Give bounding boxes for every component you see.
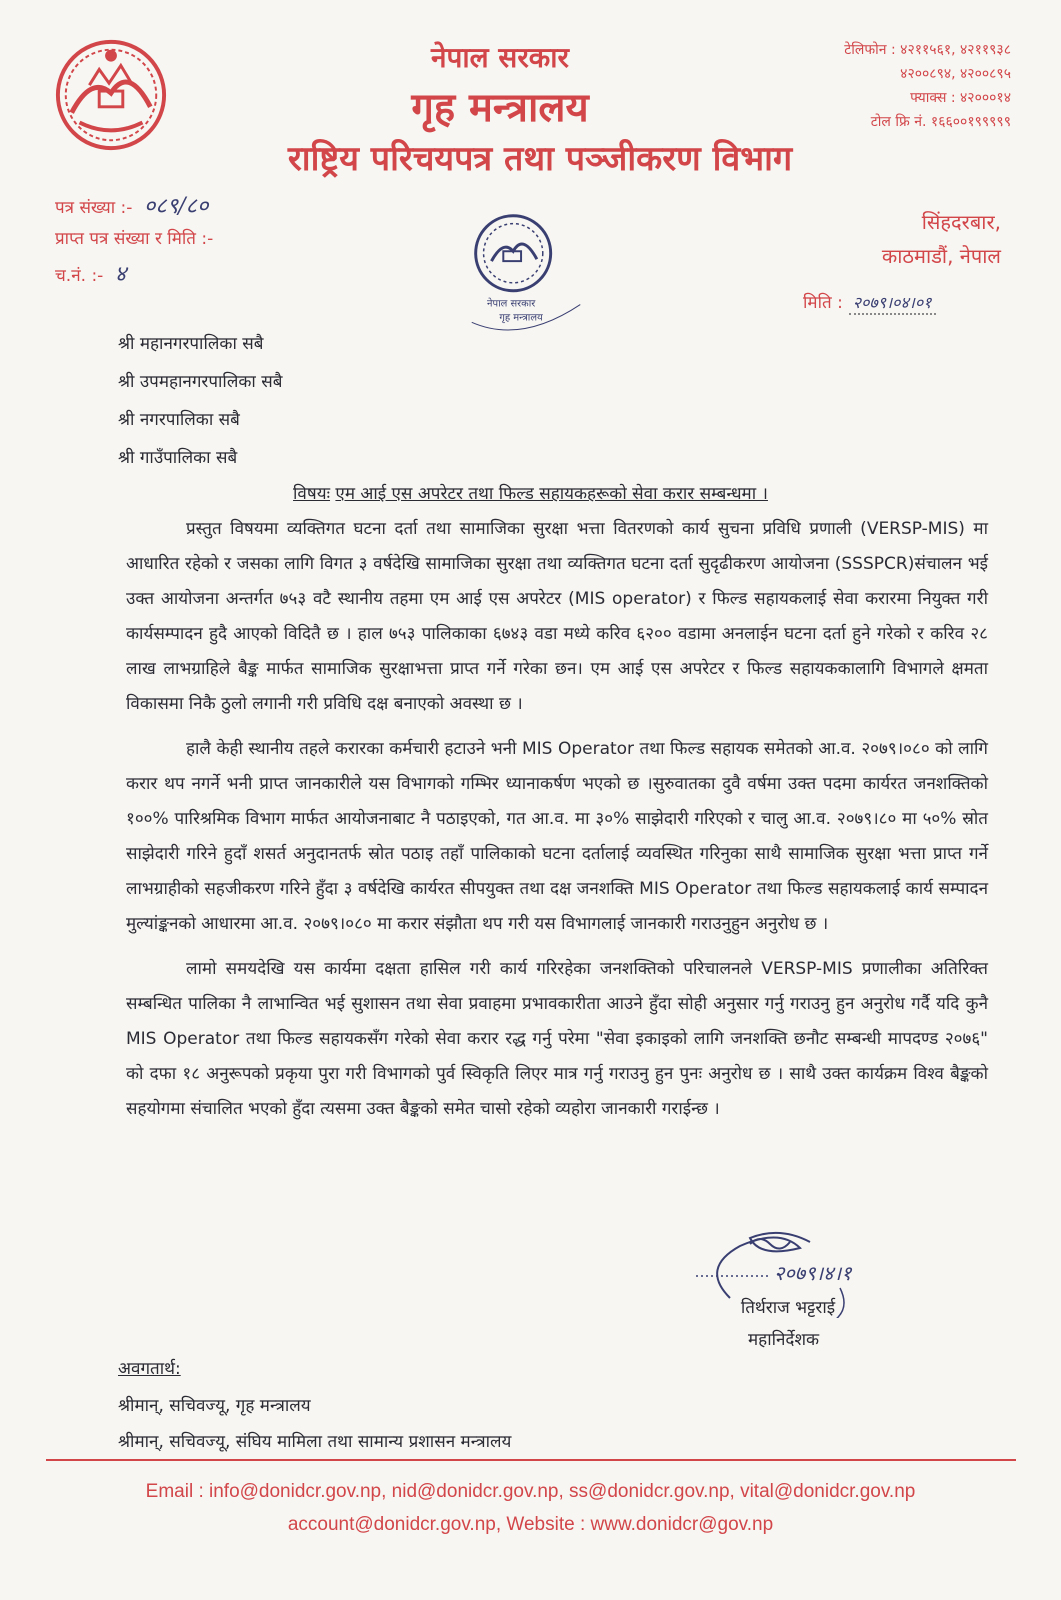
contact-block	[791, 38, 1011, 134]
recipient-item: श्री गाउँपालिका सबै	[118, 448, 238, 468]
seal-text-2: गृह मन्त्रालय	[499, 312, 543, 324]
header-ministry: गृह मन्त्रालय	[411, 85, 589, 131]
contact-phone-1: टेलिफोन : ४२११५६१, ४२११९३८	[844, 42, 1011, 58]
dispatch-number-label: च.नं. :-	[55, 266, 104, 286]
date-value: २०७९।०४।०१	[849, 291, 936, 315]
header-government: नेपाल सरकार	[430, 41, 570, 74]
signer-name: तिर्थराज भट्टराई	[740, 1298, 836, 1318]
body-paragraph-2: हालै केही स्थानीय तहले करारका कर्मचारी हटाउने भनी MIS Operator तथा फिल्ड सहायक समेतको आ.व. २०७९।०८० को लागि करार थप नगर्ने भनी प्राप्त जानकारीले यस विभागको गम्भिर ध्यानाकर्षण भएको छ ।सुरुवातका दुवै वर्षमा उक्त पदमा कार्यरत जनशक्तिको १००% पारिश्रमिक विभाग मार्फत आयोजनाबाट नै पठाइएको, गत आ.व. मा ३०% साझेदारी गरिएको र चालु आ.व. २०७९।८० मा ५०% स्रोत साझेदारी गरिने हुदाँ शसर्त अनुदानतर्फ स्रोत पठाइ तहाँ पालिकाको घटना दर्तालाई व्यवस्थित गरिनुका साथै सामाजिक सुरक्षा भत्ता प्राप्त गर्ने लाभग्राहीको सहजीकरण गरिने हुँदा ३ वर्षदेखि कार्यरत सीपयुक्त तथा दक्ष जनशक्ति MIS Operator तथा फिल्ड सहायकलाई कार्य सम्पादन मुल्यांङ्कनको आधारमा आ.व. २०७९।०८० मा करार संझौता थप गरी यस विभागलाई जानकारी गराउनुहुन अनुरोध छ ।	[126, 739, 988, 934]
cc-item: श्रीमान्, सचिवज्यू, संघिय मामिला तथा सामान्य प्रशासन मन्त्रालय	[118, 1432, 512, 1452]
letter-date	[803, 290, 936, 315]
contact-fax: फ्याक्स : ४२०००१४	[910, 90, 1011, 106]
office-address	[882, 205, 1001, 273]
nepal-emblem-logo	[52, 36, 170, 154]
letter-number-label: पत्र संख्या :-	[55, 198, 133, 218]
recipient-item: श्री नगरपालिका सबै	[118, 410, 240, 430]
seal-text-1: नेपाल सरकार	[487, 298, 536, 310]
cc-item: श्रीमान्, सचिवज्यू, गृह मन्त्रालय	[118, 1396, 311, 1416]
body-paragraph-3: लामो समयदेखि यस कार्यमा दक्षता हासिल गरी कार्य गरिरहेका जनशक्तिको परिचालनले VERSP-MIS प्रणालीका अतिरिक्त सम्बन्धित पालिका नै लाभान्वित भई सुशासन तथा सेवा प्रवाहमा प्रभावकारीता आउने हुँदा सोही अनुसार गर्नु गराउनु हुन अनुरोध गर्दै यदि कुनै MIS Operator तथा फिल्ड सहायकसँग गरेको सेवा करार रद्ध गर्नु परेमा "सेवा इकाइको लागि जनशक्ति छनौट सम्बन्धी मापदण्ड २०७६" को दफा १८ अनुरूपको प्रकृया पुरा गरी विभागको पुर्व स्विकृति लिएर मात्र गर्नु गराउनु हुन पुनः अनुरोध छ । साथै उक्त कार्यक्रम विश्व बैङ्कको सहयोगमा संचालित भएको हुँदा त्यसमा उक्त बैङ्कको समेत चासो रहेको व्यहोरा जानकारी गराईन्छ ।	[126, 959, 988, 1119]
contact-toll-free: टोल फ्रि नं. १६६००१९९९९९	[870, 114, 1011, 130]
subject-text: एम आई एस अपरेटर तथा फिल्ड सहायकहरूको सेवा करार सम्बन्धमा ।	[335, 484, 768, 504]
letter-number-value: ०८९/८०	[143, 194, 209, 219]
signer-title: महानिर्देशक	[748, 1330, 820, 1350]
office-seal-stamp	[452, 196, 600, 344]
received-letter-ref: प्राप्त पत्र संख्या र मिति :-	[55, 229, 214, 249]
address-line-2: काठमाडौं, नेपाल	[881, 244, 1001, 268]
dispatch-number-value: ४	[114, 262, 127, 287]
signature-date-scrawl: २०७९।४।१	[774, 1261, 852, 1285]
recipients-list	[118, 325, 282, 477]
subject-label: विषयः	[293, 484, 331, 504]
footer-divider	[46, 1459, 1016, 1461]
recipient-item: श्री उपमहानगरपालिका सबै	[118, 372, 283, 392]
address-line-1: सिंहदरबार,	[921, 210, 1001, 234]
body-paragraph-1: प्रस्तुत विषयमा व्यक्तिगत घटना दर्ता तथा सामाजिका सुरक्षा भत्ता वितरणको कार्य सुचना प्रविधि प्रणाली (VERSP-MIS) मा आधारित रहेको र जसका लागि विगत ३ वर्षदेखि सामाजिका सुरक्षा तथा व्यक्तिगत घटना दर्ता सुदृढीकरण आयोजना (SSSPCR)संचालन भई उक्त आयोजना अन्तर्गत ७५३ वटै स्थानीय तहमा एम आई एस अपरेटर (MIS operator) र फिल्ड सहायकलाई सेवा करारमा नियुक्त गरी कार्यसम्पादन हुदै आएको विदितै छ । हाल ७५३ पालिकाका ६७४३ वडा मध्ये करिव ६२०० वडामा अनलाईन घटना दर्ता हुने गरेको र करिव २८ लाख लाभग्राहिले बैङ्क मार्फत सामाजिक सुरक्षाभत्ता प्राप्त गर्ने गरेका छन। एम आई एस अपरेटर र फिल्ड सहायककालागि विभागले क्षमता विकासमा निकै ठुलो लगानी गरी प्रविधि दक्ष बनाएको अवस्था छ ।	[126, 519, 988, 714]
header-department: राष्ट्रिय परिचयपत्र तथा पञ्जीकरण विभाग	[287, 139, 793, 179]
letter-number	[55, 190, 208, 220]
footer-website: account@donidcr.gov.np, Website : www.donidcr@gov.np	[287, 1514, 774, 1535]
subject-line	[0, 481, 1061, 504]
cc-label: अवगतार्थ:	[118, 1359, 181, 1379]
footer-emails: Email : info@donidcr.gov.np, nid@donidcr.gov.np, ss@donidcr.gov.np, vital@donidcr.gov.np	[145, 1481, 916, 1502]
dispatch-number	[55, 258, 126, 288]
recipient-item: श्री महानगरपालिका सबै	[118, 334, 264, 354]
contact-phone-2: ४२००८९४, ४२००८९५	[900, 66, 1011, 82]
date-label: मिति :	[803, 293, 843, 313]
letter-body	[126, 512, 988, 1127]
cc-list	[118, 1388, 511, 1460]
